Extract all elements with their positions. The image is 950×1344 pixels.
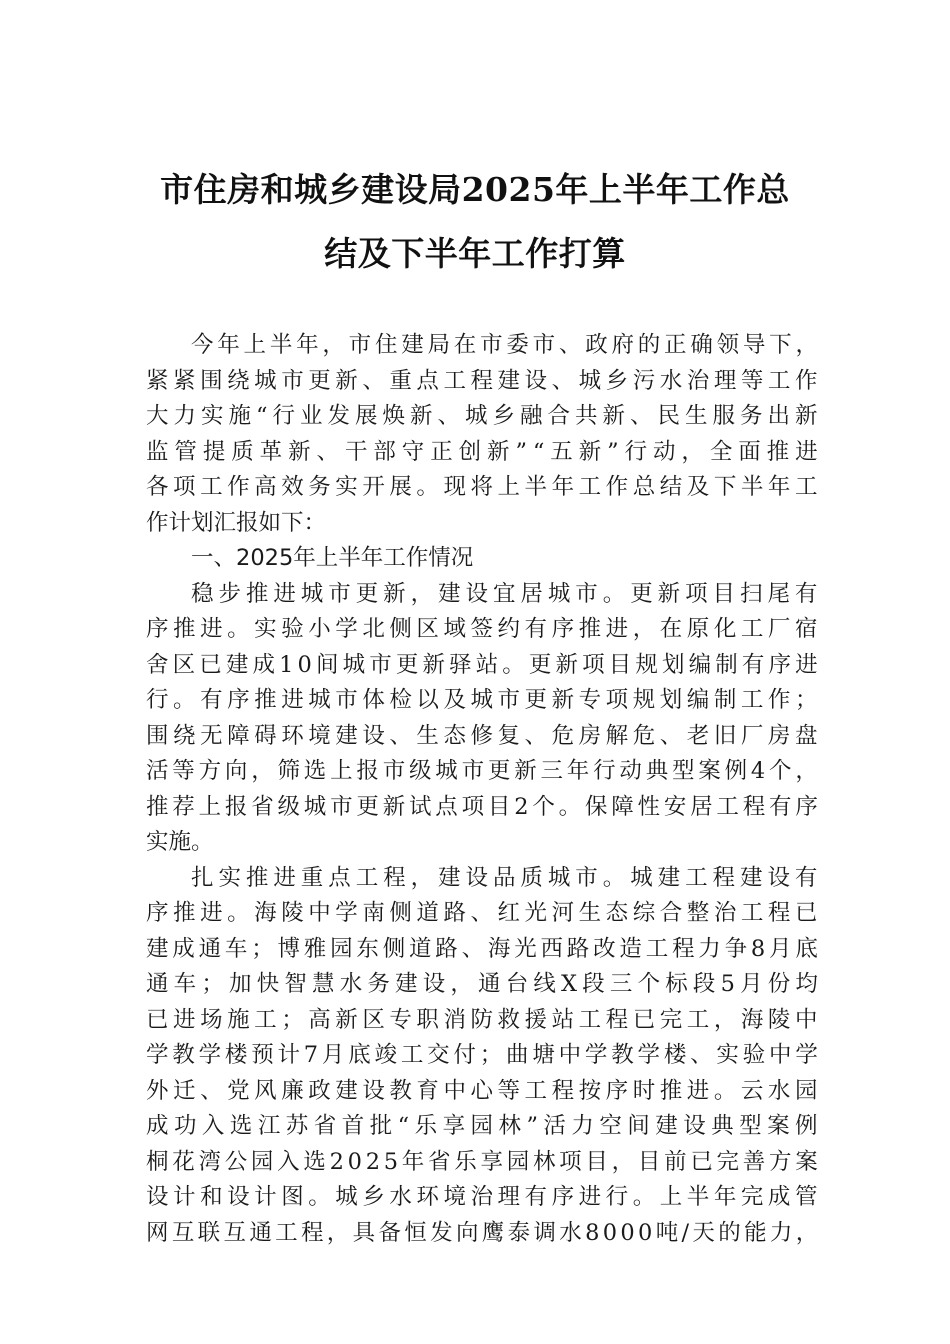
paragraph-line: 大力实施“行业发展焕新、城乡融合共新、民生服务出新: [146, 403, 823, 429]
paragraph-line: 扎实推进重点工程，建设品质城市。城建工程建设有: [191, 864, 823, 891]
paragraph-line: 今年上半年，市住建局在市委市、政府的正确领导下，: [191, 332, 822, 358]
paragraph-line: 建成通车；博雅园东侧道路、海光西路改造工程力争8月底: [146, 935, 822, 962]
paragraph-line: 序推进。海陵中学南侧道路、红光河生态综合整治工程已: [146, 900, 823, 926]
paragraph-line: 网互联互通工程，具备恒发向鹰泰调水8000吨/天的能力，: [146, 1219, 822, 1246]
document-body: [146, 328, 824, 1251]
paragraph-line: 紧紧围绕城市更新、重点工程建设、城乡污水治理等工作: [146, 367, 823, 394]
paragraph-line: 外迁、党风廉政建设教育中心等工程按序时推进。云水园: [146, 1077, 823, 1104]
paragraph-line: 围绕无障碍环境建设、生态修复、危房解危、老旧厂房盘: [146, 722, 823, 749]
paragraph-line: 行。有序推进城市体检以及城市更新专项规划编制工作；: [146, 687, 823, 713]
paragraph-line: 学教学楼预计7月底竣工交付；曲塘中学教学楼、实验中学: [146, 1042, 822, 1068]
paragraph-line: 实施。: [146, 829, 214, 855]
paragraph-line: 序推进。实验小学北侧区域签约有序推进，在原化工厂宿: [146, 616, 823, 642]
paragraph-line: 设计和设计图。城乡水环境治理有序进行。上半年完成管: [146, 1184, 823, 1210]
paragraph-line: 舍区已建成10间城市更新驿站。更新项目规划编制有序进: [146, 651, 822, 678]
paragraph-line: 已进场施工；高新区专职消防救援站工程已完工，海陵中: [146, 1006, 823, 1033]
paragraph-line: 活等方向，筛选上报市级城市更新三年行动典型案例4个，: [146, 758, 822, 784]
paragraph-line: 稳步推进城市更新，建设宜居城市。更新项目扫尾有: [191, 580, 823, 607]
paragraph-line: 桐花湾公园入选2025年省乐享园林项目，目前已完善方案: [146, 1148, 822, 1175]
paragraph-line: 通车；加快智慧水务建设，通台线X段三个标段5月份均: [146, 971, 824, 997]
paragraph-line: 监管提质革新、干部守正创新”“五新”行动，全面推进: [146, 438, 824, 465]
paragraph-line: 推荐上报省级城市更新试点项目2个。保障性安居工程有序: [146, 793, 822, 820]
paragraph-line: 作计划汇报如下：: [146, 509, 327, 536]
paragraph-line: 成功入选江苏省首批“乐享园林”活力空间建设典型案例: [146, 1113, 824, 1139]
document-title-line-1: 市住房和城乡建设局2025年上半年工作总: [160, 170, 790, 209]
section-heading: 一、2025年上半年工作情况: [191, 545, 474, 571]
paragraph-line: 各项工作高效务实开展。现将上半年工作总结及下半年工: [146, 474, 823, 500]
document-title-line-2: 结及下半年工作打算: [324, 234, 626, 273]
